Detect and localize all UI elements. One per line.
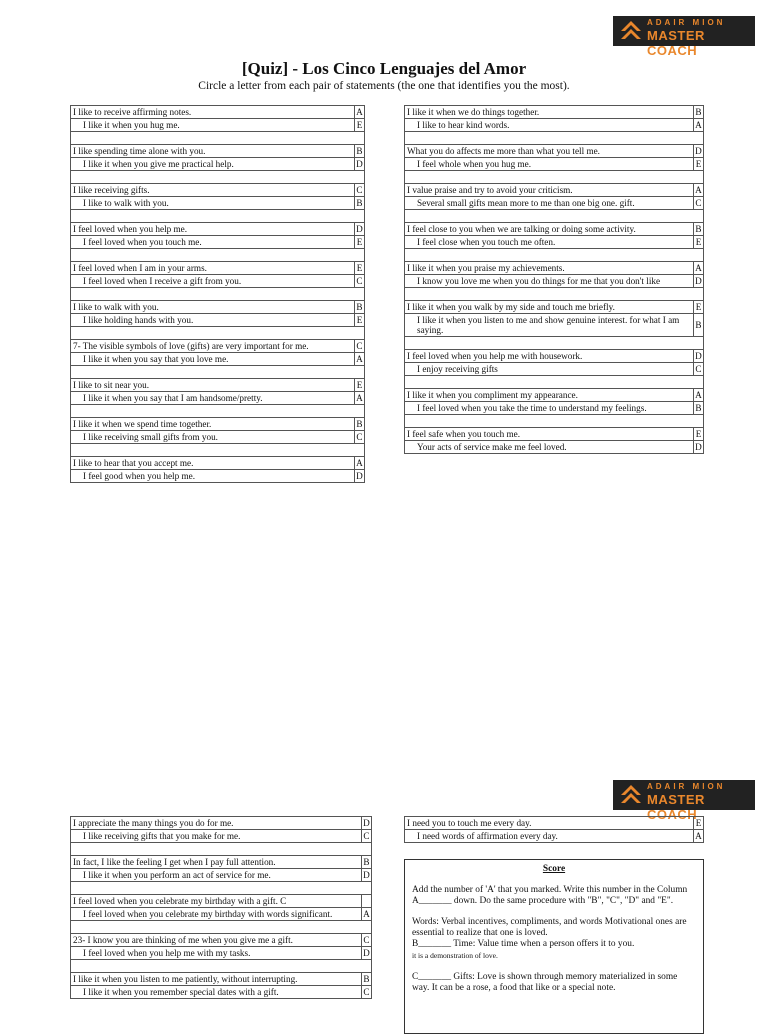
statement-text: Your acts of service make me feel loved. xyxy=(405,441,694,454)
answer-letter[interactable]: D xyxy=(363,870,370,880)
row-spacer xyxy=(71,366,365,379)
spacer-cell xyxy=(405,415,704,428)
answer-letter[interactable]: E xyxy=(355,119,365,132)
statement-row xyxy=(71,158,365,171)
answer-letter[interactable]: D xyxy=(695,442,702,452)
statement-row xyxy=(71,856,372,869)
row-spacer xyxy=(71,882,372,895)
statement-text: I like it when you say that I am handsome/pretty. xyxy=(71,392,355,405)
statement-row xyxy=(71,392,365,405)
spacer-cell xyxy=(71,327,365,340)
answer-letter[interactable]: C xyxy=(363,831,370,841)
statement-row xyxy=(71,236,365,249)
answer-letter[interactable]: B xyxy=(695,107,702,117)
statement-row xyxy=(405,314,704,337)
statement-text: I like it when you remember special dates with a gift. xyxy=(71,986,362,999)
answer-letter[interactable]: E xyxy=(355,262,365,275)
statement-row xyxy=(71,431,365,444)
answer-letter[interactable]: B xyxy=(695,224,702,234)
spacer-cell xyxy=(71,921,372,934)
statement-text: I like to walk with you. xyxy=(71,301,355,314)
statement-row xyxy=(405,275,704,288)
answer-letter[interactable]: A xyxy=(356,393,363,403)
answer-letter[interactable]: E xyxy=(355,314,365,327)
statement-row xyxy=(405,402,704,415)
statement-text: I like it when you compliment my appearance. xyxy=(405,389,694,402)
chevron-up-icon xyxy=(619,19,643,43)
answer-letter[interactable]: A xyxy=(695,120,702,130)
answer-letter[interactable]: A xyxy=(695,390,702,400)
answer-letter[interactable]: A xyxy=(356,458,363,468)
answer-letter[interactable]: A xyxy=(695,263,702,273)
row-spacer xyxy=(71,921,372,934)
answer-letter[interactable]: C xyxy=(695,198,702,208)
statement-row xyxy=(71,457,365,470)
statement-text: I like it when we do things together. xyxy=(405,106,694,119)
row-spacer xyxy=(71,171,365,184)
statement-text: I feel close to you when we are talking or doing some activity. xyxy=(405,223,694,236)
brand-line2: MASTER COACH xyxy=(647,792,705,822)
statement-row xyxy=(71,830,372,843)
spacer-cell xyxy=(71,444,365,457)
statement-row xyxy=(71,934,372,947)
answer-letter[interactable]: C xyxy=(363,987,370,997)
answer-letter[interactable]: C xyxy=(356,185,363,195)
row-spacer xyxy=(71,444,365,457)
statement-text: I like to walk with you. xyxy=(71,197,355,210)
statement-text: I like to hear kind words. xyxy=(405,119,694,132)
answer-letter[interactable]: B xyxy=(695,403,702,413)
statement-row xyxy=(71,817,372,830)
answer-letter[interactable]: A xyxy=(356,354,363,364)
statement-row xyxy=(71,301,365,314)
answer-letter[interactable]: D xyxy=(695,146,702,156)
statement-row xyxy=(71,470,365,483)
statement-text: I feel whole when you hug me. xyxy=(405,158,694,171)
statement-text: I feel good when you help me. xyxy=(71,470,355,483)
answer-letter[interactable]: E xyxy=(694,817,704,830)
statement-row xyxy=(71,869,372,882)
answer-letter[interactable]: E xyxy=(694,428,704,441)
answer-letter[interactable]: B xyxy=(356,146,363,156)
statement-row xyxy=(405,350,704,363)
answer-letter[interactable]: C xyxy=(695,364,702,374)
statement-row xyxy=(71,973,372,986)
statement-row xyxy=(71,314,365,327)
statement-text: I know you love me when you do things for me that you don't like xyxy=(405,275,694,288)
score-time: B_______ Time: Value time when a person offers it to you. xyxy=(412,939,635,949)
score-words-time xyxy=(412,917,696,962)
statement-text: I like it when we spend time together. xyxy=(71,418,355,431)
spacer-cell xyxy=(71,843,372,856)
statement-text: I need words of affirmation every day. xyxy=(405,830,694,843)
statement-text: I feel loved when you celebrate my birthday with a gift. C xyxy=(71,895,362,908)
statement-row xyxy=(405,389,704,402)
statement-text: Several small gifts mean more to me than one big one. gift. xyxy=(405,197,694,210)
statement-text: I like it when you praise my achievements. xyxy=(405,262,694,275)
statement-text: I feel loved when you help me. xyxy=(71,223,355,236)
spacer-cell xyxy=(405,376,704,389)
answer-letter[interactable] xyxy=(362,895,372,908)
answer-letter[interactable]: D xyxy=(356,159,363,169)
statement-row xyxy=(71,262,365,275)
row-spacer xyxy=(405,415,704,428)
statement-row xyxy=(71,353,365,366)
statement-text: I enjoy receiving gifts xyxy=(405,363,694,376)
statement-row xyxy=(71,197,365,210)
spacer-cell xyxy=(71,171,365,184)
spacer-cell xyxy=(71,210,365,223)
statement-row xyxy=(405,184,704,197)
statement-text: I feel loved when I receive a gift from you. xyxy=(71,275,355,288)
answer-letter[interactable]: B xyxy=(363,974,370,984)
quiz-table-page2-left xyxy=(70,816,372,999)
statement-text: 23- I know you are thinking of me when you give me a gift. xyxy=(71,934,362,947)
answer-letter[interactable]: C xyxy=(356,432,363,442)
statement-row xyxy=(71,106,365,119)
answer-letter[interactable]: C xyxy=(363,935,370,945)
row-spacer xyxy=(71,405,365,418)
statement-row xyxy=(71,418,365,431)
answer-letter[interactable]: B xyxy=(356,419,363,429)
statement-row xyxy=(71,184,365,197)
brand-line1: ADAIR MION xyxy=(647,18,726,27)
statement-text: I feel loved when you celebrate my birthday with words significant. xyxy=(71,908,362,921)
answer-letter[interactable]: A xyxy=(695,831,702,841)
spacer-cell xyxy=(71,366,365,379)
spacer-cell xyxy=(405,132,704,145)
statement-row xyxy=(405,441,704,454)
answer-letter[interactable]: B xyxy=(363,857,370,867)
statement-row xyxy=(405,223,704,236)
answer-letter[interactable]: C xyxy=(356,276,363,286)
answer-letter[interactable]: D xyxy=(363,818,370,828)
statement-text: I like holding hands with you. xyxy=(71,314,355,327)
row-spacer xyxy=(405,337,704,350)
statement-text: I feel loved when you help me with my tasks. xyxy=(71,947,362,960)
brand-line1: ADAIR MION xyxy=(647,782,726,791)
page-title: [Quiz] - Los Cinco Lenguajes del Amor xyxy=(241,59,527,78)
score-box xyxy=(404,859,704,1034)
statement-text: I value praise and try to avoid your criticism. xyxy=(405,184,694,197)
statement-text: I feel loved when you take the time to understand my feelings. xyxy=(405,402,694,415)
brand-line2: MASTER COACH xyxy=(647,28,705,58)
answer-letter[interactable]: A xyxy=(356,107,363,117)
statement-row xyxy=(405,236,704,249)
answer-letter[interactable]: D xyxy=(363,948,370,958)
statement-text: I like it when you listen to me patiently, without interrupting. xyxy=(71,973,362,986)
answer-letter[interactable]: D xyxy=(695,276,702,286)
statement-text: I like it when you give me practical help. xyxy=(71,158,355,171)
answer-letter[interactable]: E xyxy=(694,158,704,171)
statement-text: What you do affects me more than what you tell me. xyxy=(405,145,694,158)
statement-text: I like it when you perform an act of service for me. xyxy=(71,869,362,882)
statement-text: I like receiving gifts that you make for me. xyxy=(71,830,362,843)
answer-letter[interactable]: B xyxy=(694,314,704,337)
spacer-cell xyxy=(71,405,365,418)
statement-row xyxy=(405,119,704,132)
spacer-cell xyxy=(405,249,704,262)
score-gifts: C_______ Gifts: Love is shown through memory materialized in some way. It can be a rose, a food that like or a special note. xyxy=(412,972,678,993)
statement-text: I need you to touch me every day. xyxy=(405,817,694,830)
row-spacer xyxy=(405,171,704,184)
row-spacer xyxy=(405,376,704,389)
row-spacer xyxy=(71,843,372,856)
row-spacer xyxy=(405,132,704,145)
spacer-cell xyxy=(405,210,704,223)
statement-text: I feel safe when you touch me. xyxy=(405,428,694,441)
row-spacer xyxy=(71,960,372,973)
brand-logo xyxy=(613,16,755,58)
statement-text: I like to hear that you accept me. xyxy=(71,457,355,470)
row-spacer xyxy=(71,249,365,262)
statement-row xyxy=(405,428,704,441)
score-instructions: Add the number of 'A' that you marked. Write this number in the Column A_______ down. Do the same procedure with "B", "C", "D" and "E". xyxy=(412,885,688,906)
statement-text: I feel loved when you touch me. xyxy=(71,236,355,249)
quiz-table-page1-right xyxy=(404,105,704,454)
statement-row xyxy=(71,145,365,158)
answer-letter[interactable]: E xyxy=(355,379,365,392)
statement-row xyxy=(405,262,704,275)
statement-row xyxy=(71,379,365,392)
row-spacer xyxy=(71,132,365,145)
statement-text: I like it when you say that you love me. xyxy=(71,353,355,366)
statement-row xyxy=(405,197,704,210)
statement-text: I like receiving small gifts from you. xyxy=(71,431,355,444)
spacer-cell xyxy=(71,288,365,301)
score-heading: Score xyxy=(542,864,566,874)
spacer-cell xyxy=(405,288,704,301)
answer-letter[interactable]: E xyxy=(694,236,704,249)
answer-letter[interactable]: A xyxy=(695,185,702,195)
spacer-cell xyxy=(405,171,704,184)
statement-text: I like it when you listen to me and show genuine interest. for what I am saying. xyxy=(405,314,694,337)
spacer-cell xyxy=(71,960,372,973)
answer-letter[interactable]: C xyxy=(356,341,363,351)
answer-letter[interactable]: B xyxy=(356,302,363,312)
statement-text: I feel close when you touch me often. xyxy=(405,236,694,249)
statement-row xyxy=(405,817,704,830)
spacer-cell xyxy=(71,882,372,895)
statement-text: I appreciate the many things you do for me. xyxy=(71,817,362,830)
statement-text: 7- The visible symbols of love (gifts) are very important for me. xyxy=(71,340,355,353)
statement-text: In fact, I like the feeling I get when I pay full attention. xyxy=(71,856,362,869)
statement-row xyxy=(71,340,365,353)
statement-row xyxy=(405,301,704,314)
statement-row xyxy=(405,830,704,843)
statement-text: I like to receive affirming notes. xyxy=(71,106,355,119)
score-time-note: it is a demonstration of love. xyxy=(412,951,498,960)
statement-row xyxy=(405,158,704,171)
statement-text: I like it when you hug me. xyxy=(71,119,355,132)
statement-text: I like spending time alone with you. xyxy=(71,145,355,158)
answer-letter[interactable]: D xyxy=(695,351,702,361)
quiz-table-page1-left xyxy=(70,105,365,483)
statement-row xyxy=(71,895,372,908)
statement-row xyxy=(71,223,365,236)
answer-letter[interactable]: E xyxy=(694,301,704,314)
brand-logo-page2 xyxy=(613,780,755,822)
statement-text: I like it when you walk by my side and touch me briefly. xyxy=(405,301,694,314)
row-spacer xyxy=(405,288,704,301)
quiz-table-page2-right xyxy=(404,816,704,843)
statement-row xyxy=(71,986,372,999)
row-spacer xyxy=(71,288,365,301)
statement-row xyxy=(71,908,372,921)
spacer-cell xyxy=(71,249,365,262)
statement-text: I feel loved when I am in your arms. xyxy=(71,262,355,275)
row-spacer xyxy=(71,327,365,340)
statement-row xyxy=(71,947,372,960)
page-subtitle: Circle a letter from each pair of statements (the one that identifies you the most). xyxy=(198,80,570,92)
answer-letter[interactable]: E xyxy=(355,236,365,249)
row-spacer xyxy=(405,210,704,223)
score-words: Words: Verbal incentives, compliments, and words Motivational ones are essential to realize that one is loved. xyxy=(412,917,687,938)
row-spacer xyxy=(405,249,704,262)
spacer-cell xyxy=(71,132,365,145)
row-spacer xyxy=(71,210,365,223)
answer-letter[interactable]: D xyxy=(356,224,363,234)
chevron-up-icon xyxy=(619,783,643,807)
statement-text: I feel loved when you help me with housework. xyxy=(405,350,694,363)
answer-letter[interactable]: B xyxy=(356,198,363,208)
statement-row xyxy=(405,145,704,158)
statement-text: I like to sit near you. xyxy=(71,379,355,392)
statement-row xyxy=(405,363,704,376)
statement-row xyxy=(71,119,365,132)
statement-row xyxy=(71,275,365,288)
statement-text: I like receiving gifts. xyxy=(71,184,355,197)
statement-row xyxy=(405,106,704,119)
answer-letter[interactable]: A xyxy=(363,909,370,919)
answer-letter[interactable]: D xyxy=(356,471,363,481)
spacer-cell xyxy=(405,337,704,350)
